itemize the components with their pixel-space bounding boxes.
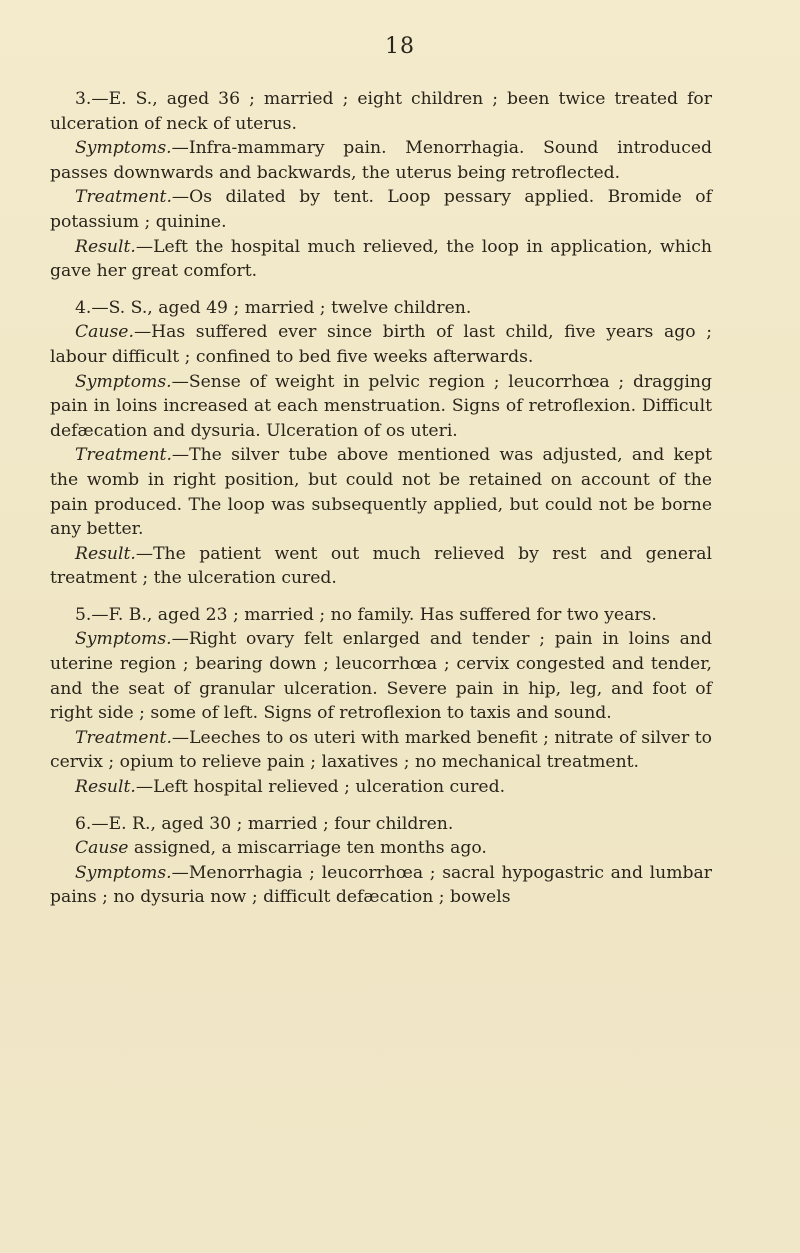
case-heading: 4.—S. S., aged 49 ; married ; twelve children. [75,297,472,318]
case-6 [50,812,712,910]
section-text: —Sense of weight in pelvic region ; leucorrhœa ; dragging pain in loins increased at each menstruation. Signs of retroflexion. Difficult defæcation and dysuria. Ulceration of os uteri. [50,371,712,441]
section-label: Treatment. [75,727,172,748]
case-4 [50,296,712,591]
section-label: Result. [75,543,136,564]
case-5 [50,603,712,800]
section-label: Symptoms. [75,629,172,650]
case-section [50,726,712,775]
case-section [50,836,712,861]
section-text: —Left hospital relieved ; ulceration cured. [135,777,506,798]
section-label: Symptoms. [75,371,172,392]
section-text: —Infra-mammary pain. Menorrhagia. Sound introduced passes downwards and backwards, the uterus being retroflected. [50,138,712,183]
case-section [50,136,712,185]
case-section [50,627,712,725]
case-heading: 3.—E. S., aged 36 ; married ; eight children ; been twice treated for ulceration of neck of uterus. [50,89,712,134]
section-label: Cause. [75,322,134,343]
section-text: —The silver tube above mentioned was adjusted, and kept the womb in right position, but could not be retained on account of the pain produced. The loop was subsequently applied, but could not be borne any better. [50,445,712,540]
case-section [50,370,712,444]
case-section [50,861,712,910]
case-section [50,185,712,234]
case-notes [50,87,712,922]
section-label: Result. [75,777,136,798]
section-label: Treatment. [75,187,172,208]
case-section [50,542,712,591]
page-number: 18 [385,34,415,59]
case-heading: 5.—F. B., aged 23 ; married ; no family. Has suffered for two years. [75,604,657,625]
case-section [50,235,712,284]
section-text: assigned, a miscarriage ten months ago. [128,838,487,859]
section-text: —Right ovary felt enlarged and tender ; pain in loins and uterine region ; bearing down ; leucorrhœa ; cervix congested and tender, and the seat of granular ulceration. Severe pain in hip, leg, and foot of right side ; some of left. Signs of retroflexion to taxis and sound. [50,629,712,724]
section-text: —The patient went out much relieved by rest and general treatment ; the ulceration cured. [50,543,712,589]
case-heading: 6.—E. R., aged 30 ; married ; four children. [75,813,454,834]
case-section [50,775,712,800]
section-label: Treatment. [75,445,172,466]
case-section [50,443,712,541]
section-text: —Leeches to os uteri with marked benefit ; nitrate of silver to cervix ; opium to relieve pain ; laxatives ; no mechanical treatment. [50,727,712,773]
section-label: Result. [75,236,136,257]
case-3 [50,87,712,284]
section-text: —Left the hospital much relieved, the loop in application, which gave her great comfort. [50,236,712,282]
section-text: —Os dilated by tent. Loop pessary applied. Bromide of potassium ; quinine. [50,187,712,232]
case-section [50,320,712,369]
section-label: Symptoms. [75,862,172,883]
section-label: Cause [75,838,129,859]
section-text: —Menorrhagia ; leucorrhœa ; sacral hypogastric and lumbar pains ; no dysuria now ; difficult defæcation ; bowels [50,862,712,908]
section-text: —Has suffered ever since birth of last child, five years ago ; labour difficult ; confined to bed five weeks afterwards. [50,322,712,367]
section-label: Symptoms. [75,138,172,159]
